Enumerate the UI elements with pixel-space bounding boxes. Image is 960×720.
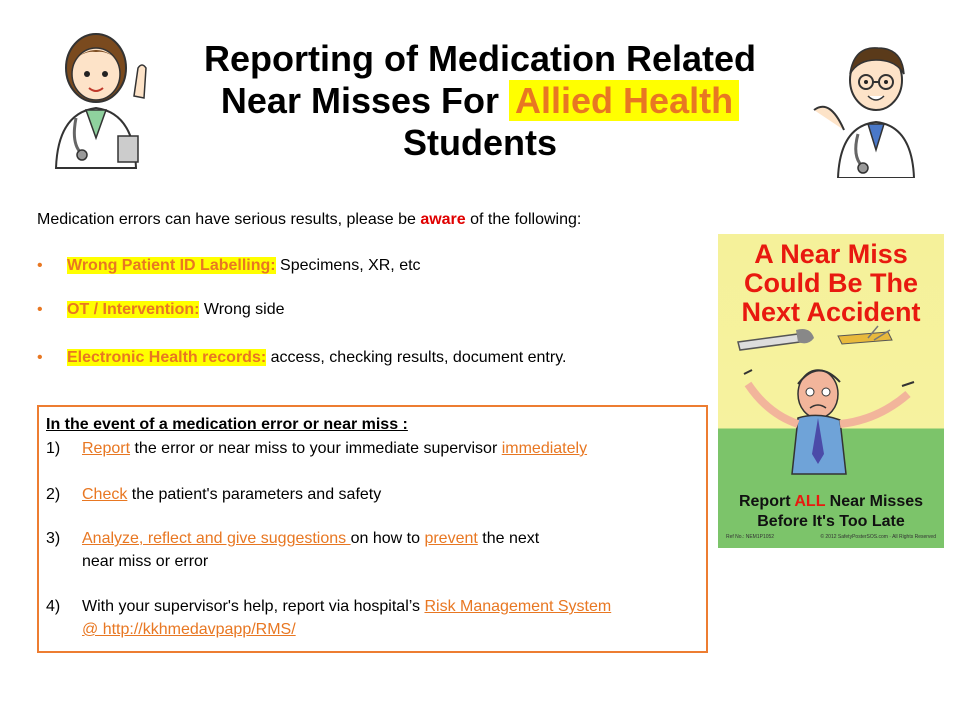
poster-subtitle-line-2: Before It's Too Late [757,513,905,530]
immediately-link[interactable]: immediately [501,440,588,457]
poster-sub-pre: Report [738,493,795,510]
check-link[interactable]: Check [82,486,128,503]
female-doctor-icon [36,18,156,178]
title-line-1: Reporting of Medication Related [203,38,757,79]
bullet-key: Electronic Health records: [67,349,267,366]
prevent-link[interactable]: prevent [424,530,478,547]
bullet-item [37,349,566,367]
bullet-key: OT / Intervention: [67,301,200,318]
step-text-2: the next [477,530,540,547]
poster-title-line-3: Next Accident [741,297,921,327]
bullet-key: Wrong Patient ID Labelling: [67,257,276,274]
step-text: the patient's parameters and safety [127,486,382,503]
title-line-2-text: Near Misses For [220,80,510,121]
step-text: the error or near miss to your immediate supervisor [130,440,502,457]
bullet-marker: • [37,301,43,318]
instructions-heading: In the event of a medication error or near miss : [46,416,408,433]
page-title [140,38,820,164]
step-3-continued: near miss or error [82,553,209,570]
step-4 [46,598,611,616]
step-1 [46,440,587,458]
poster-copyright: © 2012 SafetyPosterSOS.com · All Rights Reserved [820,534,936,540]
bullet-marker: • [37,257,43,274]
intro-post: of the following: [465,211,582,228]
bullet-text: Wrong side [199,301,285,318]
analyze-link[interactable]: Analyze, reflect and give suggestions [82,530,351,547]
bullet-text: access, checking results, document entry. [266,349,567,366]
report-link[interactable]: Report [82,440,131,457]
poster-title [718,240,944,327]
near-miss-poster [718,234,944,548]
poster-title-line-1: A Near Miss [754,239,908,269]
step-3 [46,530,539,548]
intro-text [37,211,581,229]
poster-sub-red: ALL [794,493,826,510]
rms-url-link[interactable]: @ http://kkhmedavpapp/RMS/ [82,621,296,638]
poster-ref: Ref No.: NEM1P1052 [726,534,775,540]
title-line-2 [140,80,820,122]
intro-pre: Medication errors can have serious results, please be [37,211,421,228]
step-number: 3) [46,530,61,547]
risk-management-link[interactable]: Risk Management System [424,598,612,615]
bullet-marker: • [37,349,43,366]
title-highlight: Allied Health [509,80,739,121]
bullet-item [37,257,421,275]
step-number: 2) [46,486,61,503]
poster-subtitle-line-1 [718,492,944,512]
poster-subtitle [718,492,944,532]
step-number: 1) [46,440,61,457]
poster-title-line-2: Could Be The [744,268,918,298]
poster-sub-post: Near Misses [825,493,924,510]
step-text: on how to [350,530,425,547]
falling-object-illustration [718,324,944,492]
step-number: 4) [46,598,61,615]
title-line-3: Students [402,122,557,163]
step-text: With your supervisor's help, report via hospital’s [82,598,425,615]
bullet-item [37,301,285,319]
intro-emphasis: aware [420,211,466,228]
bullet-text: Specimens, XR, etc [275,257,421,274]
step-2 [46,486,381,504]
male-doctor-icon [810,38,930,178]
